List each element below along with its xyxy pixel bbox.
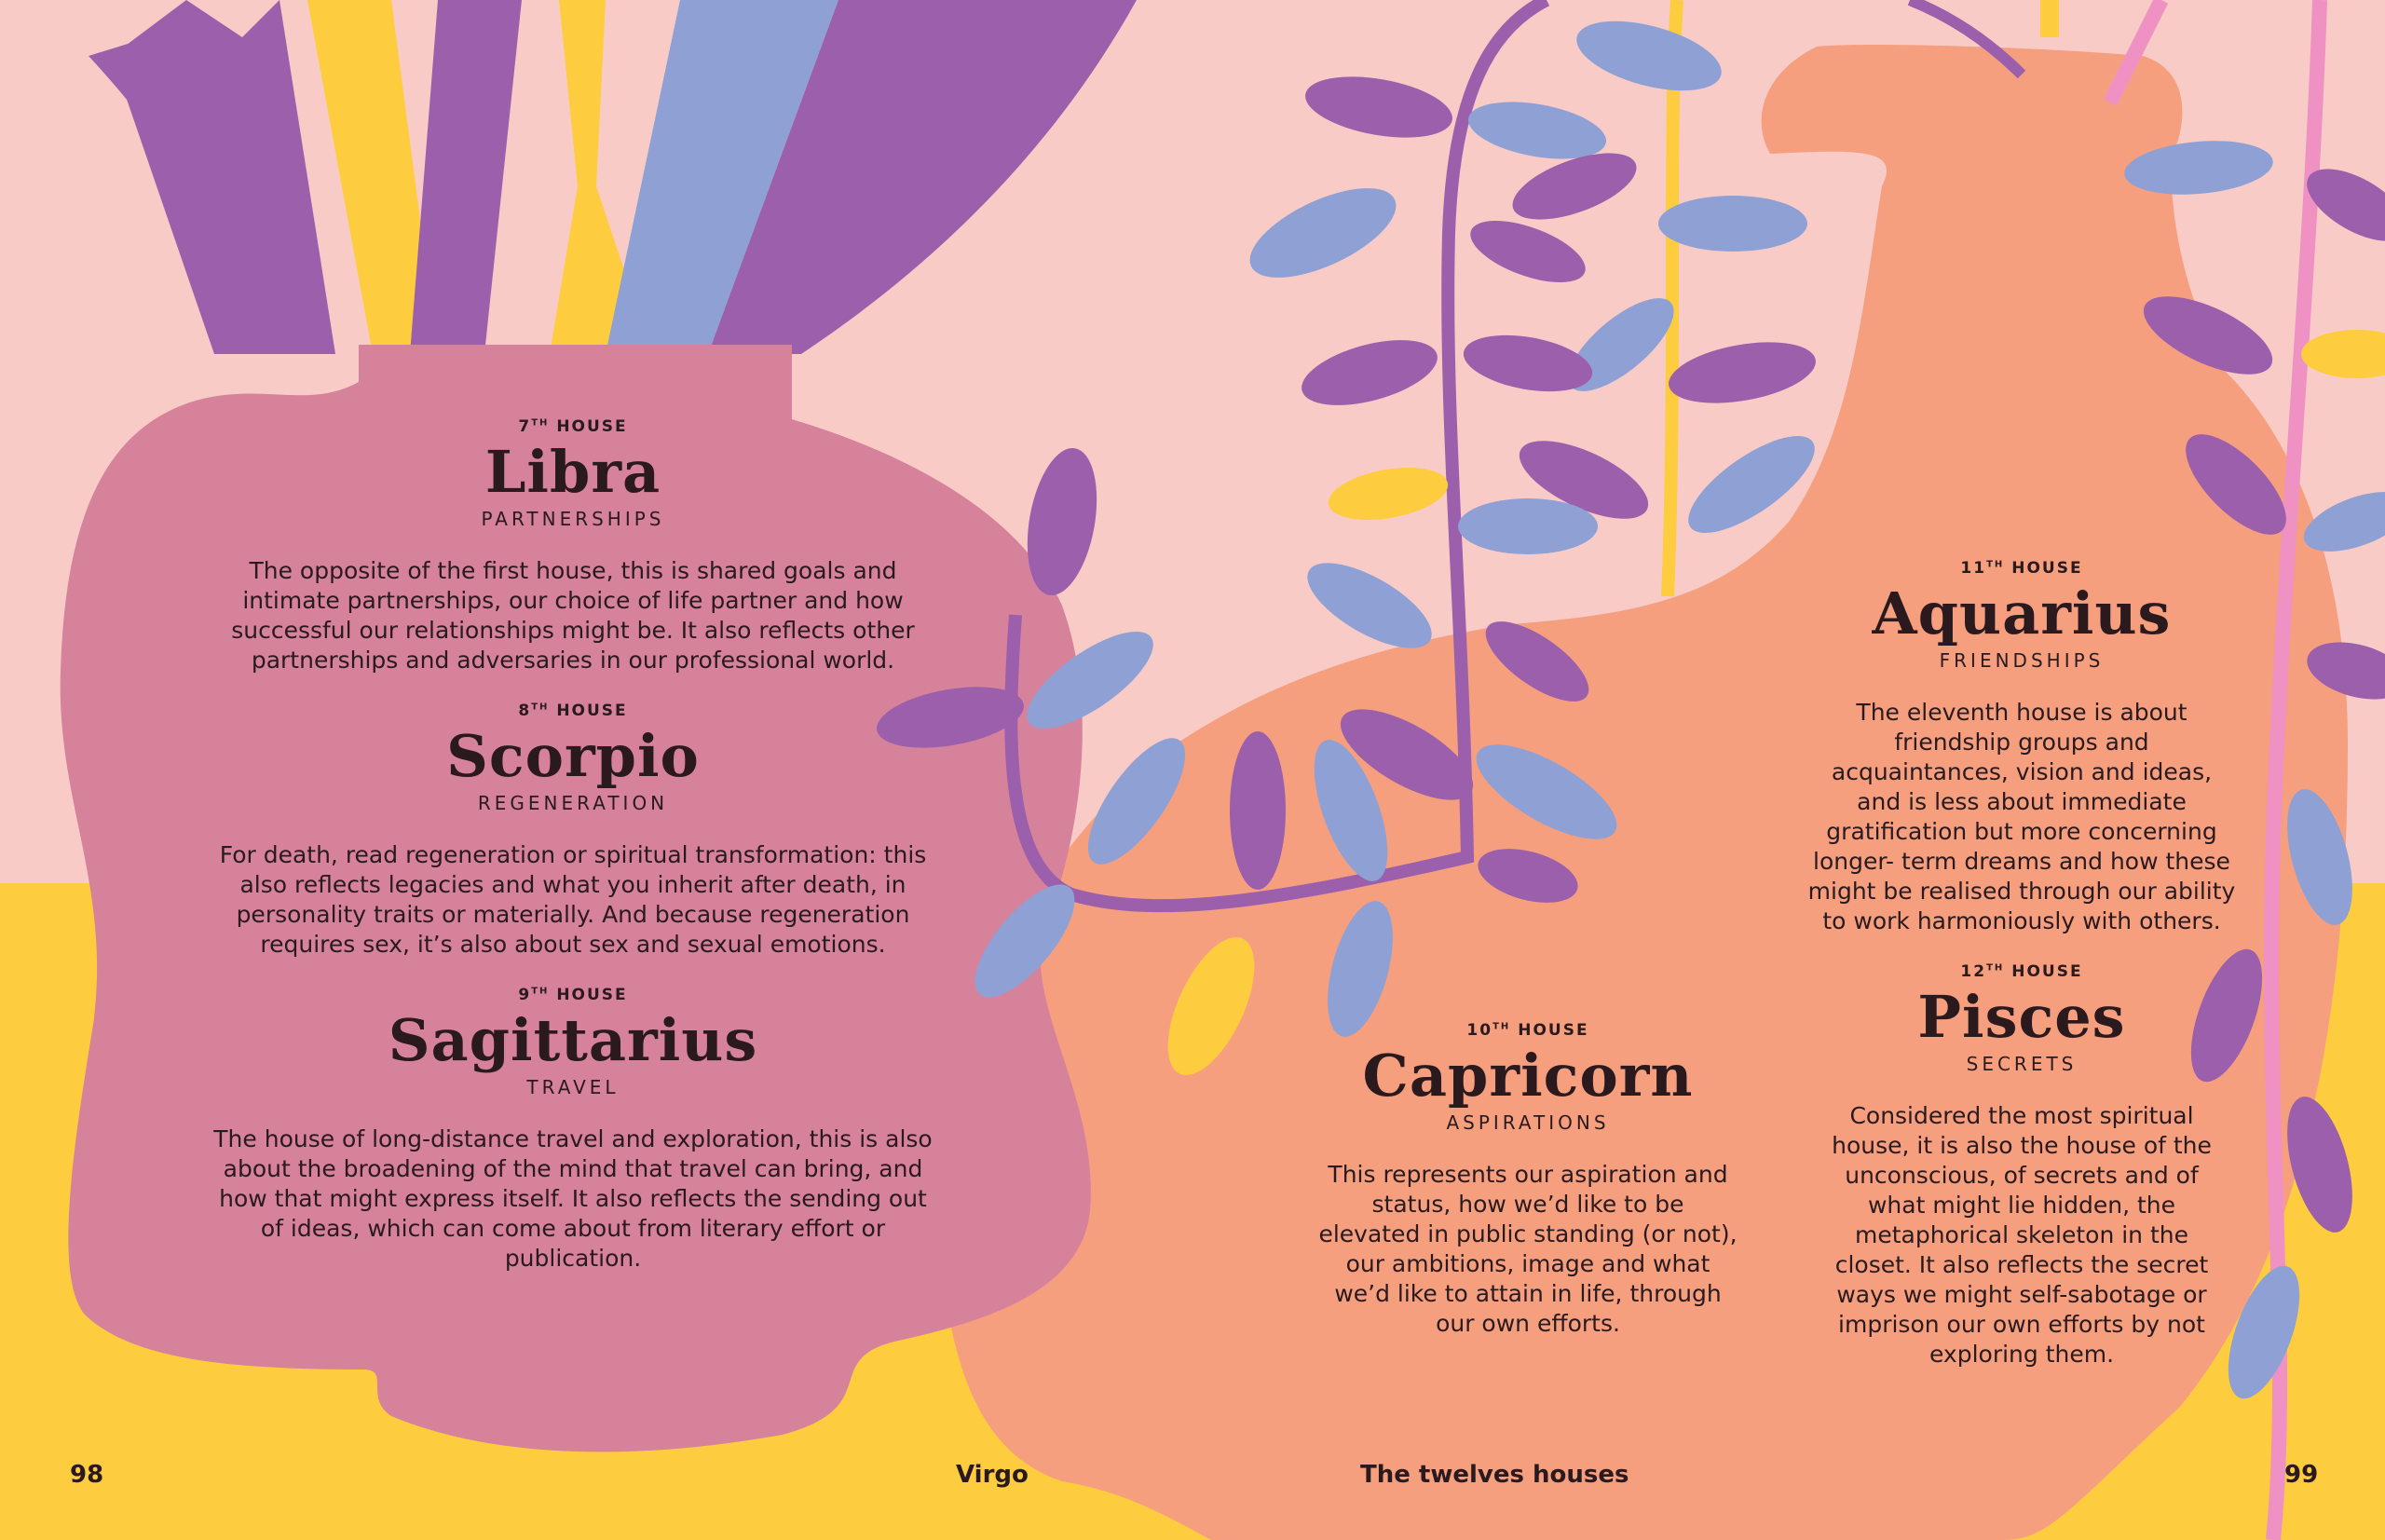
house-theme: SECRETS [1966,1053,2078,1076]
sign-name: Sagittarius [388,1006,758,1074]
house-theme: ASPIRATIONS [1446,1111,1610,1135]
house-7-libra [196,417,950,675]
house-theme: FRIENDSHIPS [1939,649,2105,673]
house-description: The eleventh house is about friendship groups and acquaintances, vision and ideas, and is less about immediate gratification but more concerning longer- term dreams and how these might be realised through our ability to work harmoniously with others. [1807,699,2236,935]
sign-name: Capricorn [1362,1042,1694,1110]
running-title-left: Virgo [956,1461,1029,1489]
house-label: 7TH HOUSE [518,417,628,436]
house-theme: REGENERATION [477,792,669,815]
house-9-sagittarius [196,986,950,1274]
house-11-aquarius [1798,559,2245,936]
house-theme: TRAVEL [526,1076,620,1099]
house-label: 9TH HOUSE [518,986,628,1004]
house-8-scorpio [196,702,950,960]
page-number-left: 98 [70,1461,104,1489]
house-12-pisces [1798,962,2245,1370]
vase-foliage-left [89,0,1137,354]
house-description: This represents our aspiration and status, how we’d like to be elevated in public standing (or not), our ambitions, image and what we’d like to attain in life, through our own efforts. [1318,1161,1738,1338]
sign-name: Pisces [1917,983,2126,1051]
sign-name: Scorpio [446,722,700,790]
sign-name: Libra [484,438,661,506]
page-number-right: 99 [2284,1461,2319,1489]
house-label: 8TH HOUSE [518,702,628,720]
house-10-capricorn [1304,1021,1751,1339]
house-label: 10TH HOUSE [1466,1021,1589,1040]
running-title-right: The twelves houses [1360,1461,1629,1489]
sign-name: Aquarius [1872,579,2172,647]
house-description: For death, read regeneration or spiritual transformation: this also reflects legacies and what you inherit after death, in personality traits or materially. And because regeneration requires sex, it’s also about sex and sexual emotions. [219,841,927,959]
house-theme: PARTNERSHIPS [481,508,665,531]
house-label: 11TH HOUSE [1960,559,2083,578]
house-description: The house of long-distance travel and exploration, this is also about the broadening of the mind that travel can bring, and how that might express itself. It also reflects the sending out of ideas, which can come about from literary effort or publication. [213,1125,933,1273]
house-label: 12TH HOUSE [1960,962,2083,981]
house-description: The opposite of the first house, this is shared goals and intimate partnerships, our choice of life partner and how successful our relationships might be. It also reflects other partnerships and adversaries in our professional world. [231,557,915,675]
house-description: Considered the most spiritual house, it is also the house of the unconscious, of secrets and of what might lie hidden, the metaphorical skeleton in the closet. It also reflects the secret ways we might self-sabotage or imprison our own efforts by not exploring them. [1832,1102,2212,1369]
